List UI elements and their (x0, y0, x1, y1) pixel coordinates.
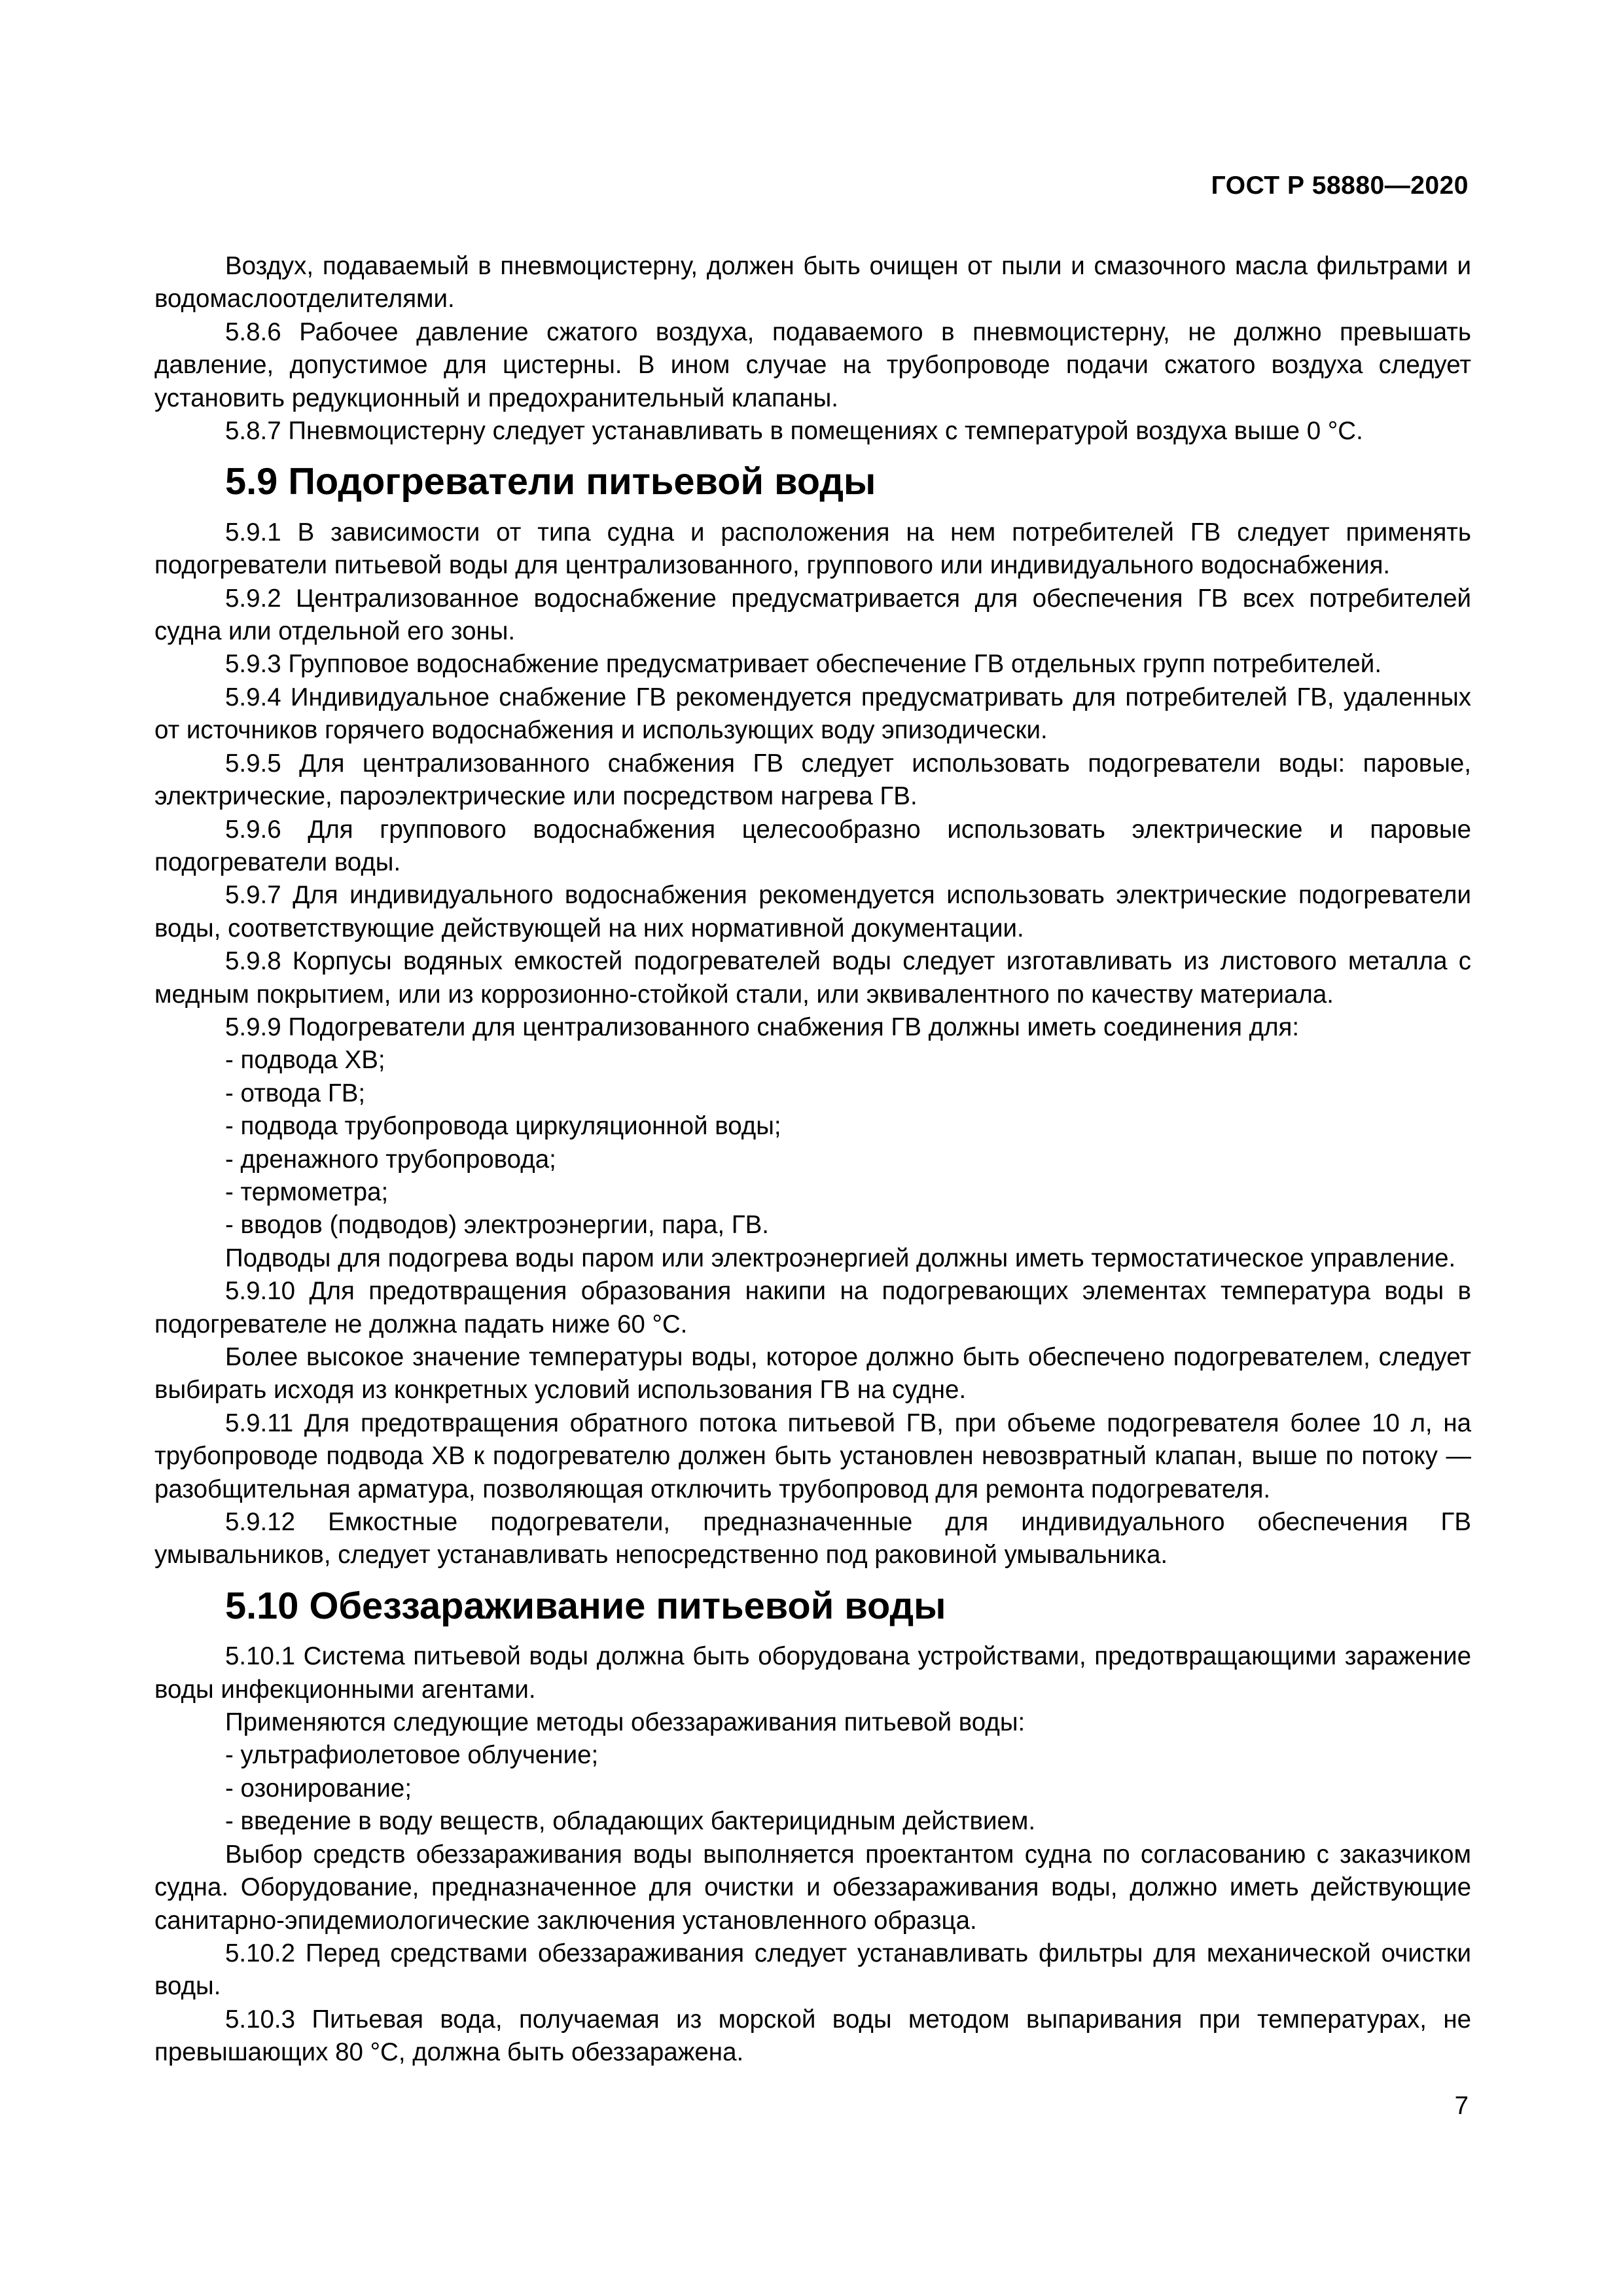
paragraph: 5.8.7 Пневмоцистерну следует устанавливать в помещениях с температурой воздуха выше 0 °С. (225, 417, 1363, 446)
paragraph: Выбор средств обеззараживания воды выполняется проектантом судна по согласованию с заказчиком судна. Оборудование, предназначенное для очистки и обеззараживания воды, должно иметь действующие санитарно-эпидемиологические заключения установленного образца. (154, 1840, 1471, 1935)
page-number: 7 (1454, 2092, 1469, 2120)
list-item: - подвода трубопровода циркуляционной воды; (225, 1112, 781, 1141)
document-code: ГОСТ Р 58880—2020 (1211, 171, 1469, 200)
paragraph: 5.8.6 Рабочее давление сжатого воздуха, подаваемого в пневмоцистерну, не должно превышать давление, допустимое для цистерны. В ином случае на трубопроводе подачи сжатого воздуха следует установить редукционный и предохранительный клапаны. (154, 317, 1471, 412)
paragraph: Воздух, подаваемый в пневмоцистерну, должен быть очищен от пыли и смазочного масла фильтрами и водомаслоотделителями. (154, 252, 1471, 314)
paragraph: 5.10.2 Перед средствами обеззараживания следует устанавливать фильтры для механической очистки воды. (154, 1939, 1471, 2001)
list-item: - термометра; (225, 1177, 389, 1206)
paragraph: 5.9.5 Для централизованного снабжения ГВ следует использовать подогреватели воды: паровые, электрические, пароэлектрические или посредством нагрева ГВ. (154, 749, 1471, 811)
paragraph: 5.10.3 Питьевая вода, получаемая из морской воды методом выпаривания при температурах, не превышающих 80 °С, должна быть обеззаражена. (154, 2005, 1471, 2067)
list-item: - отвода ГВ; (225, 1079, 366, 1107)
list-item: - озонирование; (225, 1774, 412, 1803)
paragraph: 5.10.1 Система питьевой воды должна быть оборудована устройствами, предотвращающими заражение воды инфекционными агентами. (154, 1642, 1471, 1704)
list-item: - введение в воду веществ, обладающих бактерицидным действием. (225, 1807, 1036, 1836)
paragraph: Более высокое значение температуры воды, которое должно быть обеспечено подогревателем, следует выбирать исходя из конкретных условий использования ГВ на судне. (154, 1343, 1471, 1405)
list-item: - вводов (подводов) электроэнергии, пара, ГВ. (225, 1211, 770, 1240)
paragraph: 5.9.11 Для предотвращения обратного потока питьевой ГВ, при объеме подогревателя более 10 л, на трубопроводе подвода ХВ к подогревателю должен быть установлен невозвратный клапан, выше по потоку — разобщительная арматура, позволяющая отключить трубопровод для ремонта подогревателя. (154, 1408, 1471, 1503)
paragraph: 5.9.3 Групповое водоснабжение предусматривает обеспечение ГВ отдельных групп потребителей. (225, 650, 1382, 679)
paragraph: Подводы для подогрева воды паром или электроэнергией должны иметь термостатическое управление. (225, 1244, 1456, 1272)
paragraph: 5.9.7 Для индивидуального водоснабжения рекомендуется использовать электрические подогреватели воды, соответствующие действующей на них нормативной документации. (154, 881, 1471, 942)
paragraph: 5.9.2 Централизованное водоснабжение предусматривается для обеспечения ГВ всех потребителей судна или отдельной его зоны. (154, 584, 1471, 646)
paragraph: 5.9.12 Емкостные подогреватели, предназначенные для индивидуального обеспечения ГВ умывальников, следует устанавливать непосредственно под раковиной умывальника. (154, 1508, 1471, 1570)
section-heading: 5.9 Подогреватели питьевой воды (225, 461, 876, 503)
paragraph: 5.9.8 Корпусы водяных емкостей подогревателей воды следует изготавливать из листового металла с медным покрытием, или из коррозионно-стойкой стали, или эквивалентного по качеству материала. (154, 947, 1471, 1009)
list-item: - ультрафиолетовое облучение; (225, 1741, 599, 1770)
section-heading: 5.10 Обеззараживание питьевой воды (225, 1585, 946, 1627)
paragraph: Применяются следующие методы обеззараживания питьевой воды: (225, 1708, 1026, 1737)
paragraph: 5.9.9 Подогреватели для централизованного снабжения ГВ должны иметь соединения для: (225, 1013, 1300, 1041)
paragraph: 5.9.6 Для группового водоснабжения целесообразно использовать электрические и паровые подогреватели воды. (154, 815, 1471, 876)
paragraph: 5.9.10 Для предотвращения образования накипи на подогревающих элементах температура воды в подогревателе не должна падать ниже 60 °С. (154, 1277, 1471, 1338)
document-body (154, 250, 1471, 2070)
paragraph: 5.9.4 Индивидуальное снабжение ГВ рекомендуется предусматривать для потребителей ГВ, удаленных от источников горячего водоснабжения и использующих воду эпизодически. (154, 683, 1471, 745)
paragraph: 5.9.1 В зависимости от типа судна и расположения на нем потребителей ГВ следует применять подогреватели питьевой воды для централизованного, группового или индивидуального водоснабжения. (154, 518, 1471, 580)
list-item: - дренажного трубопровода; (225, 1145, 556, 1174)
list-item: - подвода ХВ; (225, 1046, 385, 1075)
